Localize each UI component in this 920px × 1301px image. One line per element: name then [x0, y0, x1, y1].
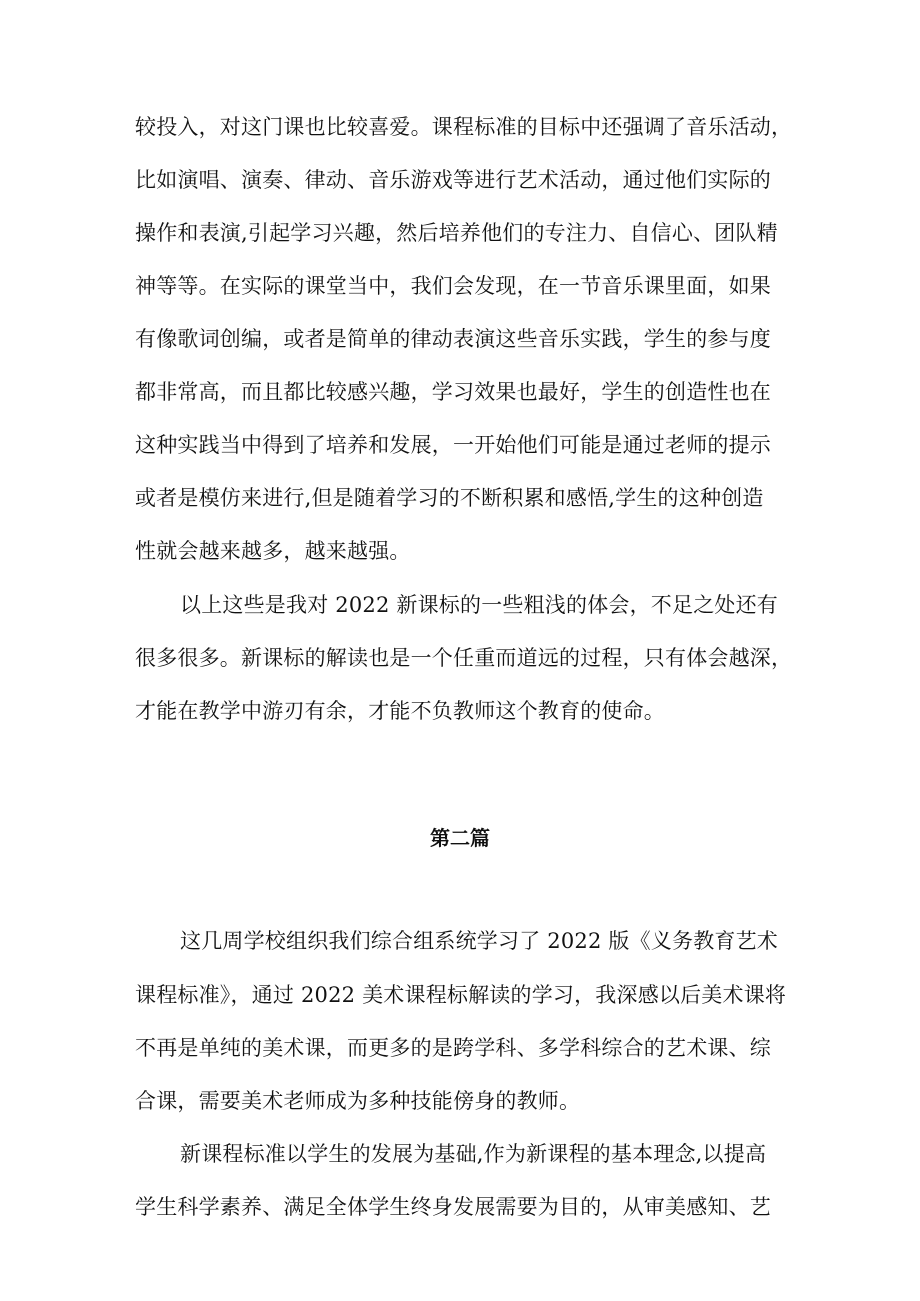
text-line: 较投入，对这门课也比较喜爱。课程标准的目标中还强调了音乐活动，	[135, 115, 793, 139]
text-line: 学生科学素养、满足全体学生终身发展需要为目的，从审美感知、艺	[135, 1195, 771, 1219]
text-line: 神等等。在实际的课堂当中，我们会发现，在一节音乐课里面，如果	[135, 274, 771, 298]
text-line: 都非常高，而且都比较感兴趣，学习效果也最好，学生的创造性也在	[135, 380, 771, 404]
text-line: 操作和表演,引起学习兴趣，然后培养他们的专注力、自信心、团队精	[135, 221, 778, 245]
text-line: 这几周学校组织我们综合组系统学习了 2022 版《义务教育艺术	[180, 929, 778, 953]
text-line: 合课，需要美术老师成为多种技能傍身的教师。	[135, 1089, 581, 1113]
text-line: 不再是单纯的美术课，而更多的是跨学科、多学科综合的艺术课、综	[135, 1036, 771, 1060]
text-line: 很多很多。新课标的解读也是一个任重而道远的过程，只有体会越深，	[135, 646, 793, 670]
text-line: 新课程标准以学生的发展为基础,作为新课程的基本理念,以提高	[180, 1142, 767, 1166]
text-line: 比如演唱、演奏、律动、音乐游戏等进行艺术活动，通过他们实际的	[135, 168, 771, 192]
text-line: 才能在教学中游刃有余，才能不负教师这个教育的使命。	[135, 699, 665, 723]
text-line: 或者是模仿来进行,但是随着学习的不断积累和感悟,学生的这种创造	[135, 486, 764, 510]
text-line: 这种实践当中得到了培养和发展，一开始他们可能是通过老师的提示	[135, 433, 771, 457]
text-line: 以上这些是我对 2022 新课标的一些粗浅的体会，不足之处还有	[180, 593, 778, 617]
text-line: 性就会越来越多，越来越强。	[135, 539, 411, 563]
section-heading: 第二篇	[430, 826, 490, 850]
text-line: 课程标准》，通过 2022 美术课程标解读的学习，我深感以后美术课将	[135, 983, 787, 1007]
text-line: 有像歌词创编，或者是简单的律动表演这些音乐实践，学生的参与度	[135, 327, 771, 351]
